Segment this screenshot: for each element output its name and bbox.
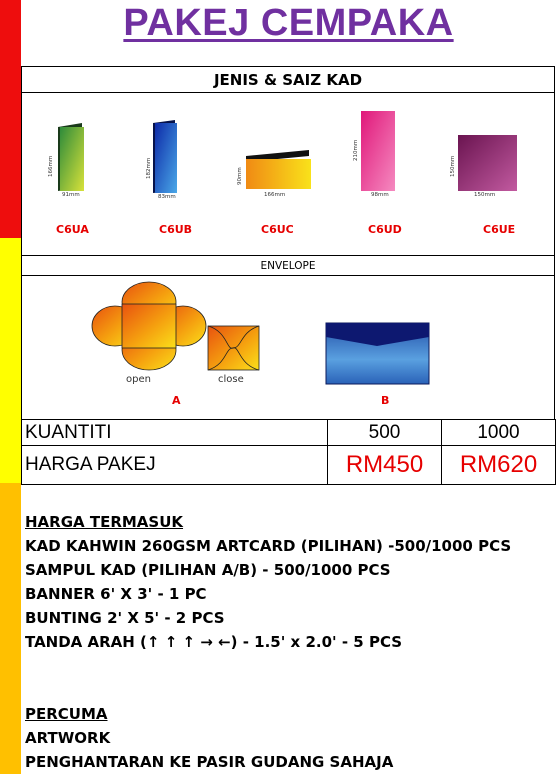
card-c6uc-width: 166mm bbox=[264, 192, 286, 198]
card-c6ud-code: C6UD bbox=[368, 223, 402, 236]
card-c6ud-height: 210mm bbox=[353, 139, 359, 161]
quantity-label: KUANTITI bbox=[22, 420, 328, 446]
card-c6uc bbox=[246, 150, 311, 189]
envelope-open-label: open bbox=[126, 374, 151, 385]
envelope-illustration bbox=[22, 276, 554, 419]
card-c6ub bbox=[153, 120, 177, 193]
cards-panel bbox=[21, 92, 555, 256]
card-c6ua-height: 166mm bbox=[48, 155, 54, 177]
includes-item-4: BUNTING 2' X 5' - 2 PCS bbox=[25, 609, 225, 627]
side-stripe-yellow bbox=[0, 238, 21, 483]
card-c6ub-height: 182mm bbox=[146, 157, 152, 179]
envelope-heading: ENVELOPE bbox=[21, 255, 555, 276]
includes-item-5: TANDA ARAH (↑ ↑ ↑ → ←) - 1.5' x 2.0' - 5 PCS bbox=[25, 633, 403, 651]
price-500: RM450 bbox=[328, 446, 442, 485]
envelope-option-b: B bbox=[381, 394, 390, 407]
card-c6ud-width: 98mm bbox=[371, 192, 389, 198]
card-c6uc-code: C6UC bbox=[261, 223, 294, 236]
card-c6ub-code: C6UB bbox=[159, 223, 193, 236]
card-c6ue bbox=[458, 135, 517, 191]
side-stripe-red bbox=[0, 0, 21, 238]
includes-item-2: SAMPUL KAD (PILIHAN A/B) - 500/1000 PCS bbox=[25, 561, 391, 579]
envelope-a-closed bbox=[208, 326, 259, 370]
card-c6ue-height: 150mm bbox=[450, 155, 456, 177]
quantity-row bbox=[22, 420, 556, 446]
includes-item-1: KAD KAHWIN 260GSM ARTCARD (PILIHAN) -500/1000 PCS bbox=[25, 537, 512, 555]
envelope-option-a: A bbox=[172, 394, 181, 407]
envelope-panel bbox=[21, 275, 555, 420]
free-item-1: ARTWORK bbox=[25, 729, 111, 747]
quantity-1000: 1000 bbox=[442, 420, 556, 446]
card-c6ue-code: C6UE bbox=[483, 223, 516, 236]
card-c6ub-width: 83mm bbox=[158, 194, 176, 200]
includes-item-3: BANNER 6' X 3' - 1 PC bbox=[25, 585, 207, 603]
envelope-close-label: close bbox=[218, 374, 244, 385]
quantity-500: 500 bbox=[328, 420, 442, 446]
envelope-a-open bbox=[92, 282, 206, 370]
includes-heading: HARGA TERMASUK bbox=[25, 513, 184, 531]
price-table bbox=[21, 419, 556, 485]
card-c6ua-code: C6UA bbox=[56, 223, 89, 236]
free-item-2: PENGHANTARAN KE PASIR GUDANG SAHAJA bbox=[25, 753, 394, 771]
card-c6ud bbox=[361, 111, 395, 191]
cards-heading: JENIS & SAIZ KAD bbox=[21, 66, 555, 93]
card-c6ua-width: 91mm bbox=[62, 192, 80, 198]
side-stripe-orange bbox=[0, 483, 21, 774]
page-title: PAKEJ CEMPAKA bbox=[123, 2, 454, 44]
price-row bbox=[22, 446, 556, 485]
card-c6ue-width: 150mm bbox=[474, 192, 496, 198]
card-c6ua bbox=[58, 123, 84, 191]
price-1000: RM620 bbox=[442, 446, 556, 485]
envelope-b bbox=[326, 323, 429, 384]
free-heading: PERCUMA bbox=[25, 705, 108, 723]
price-label: HARGA PAKEJ bbox=[22, 446, 328, 485]
card-c6uc-height: 90mm bbox=[237, 167, 243, 185]
